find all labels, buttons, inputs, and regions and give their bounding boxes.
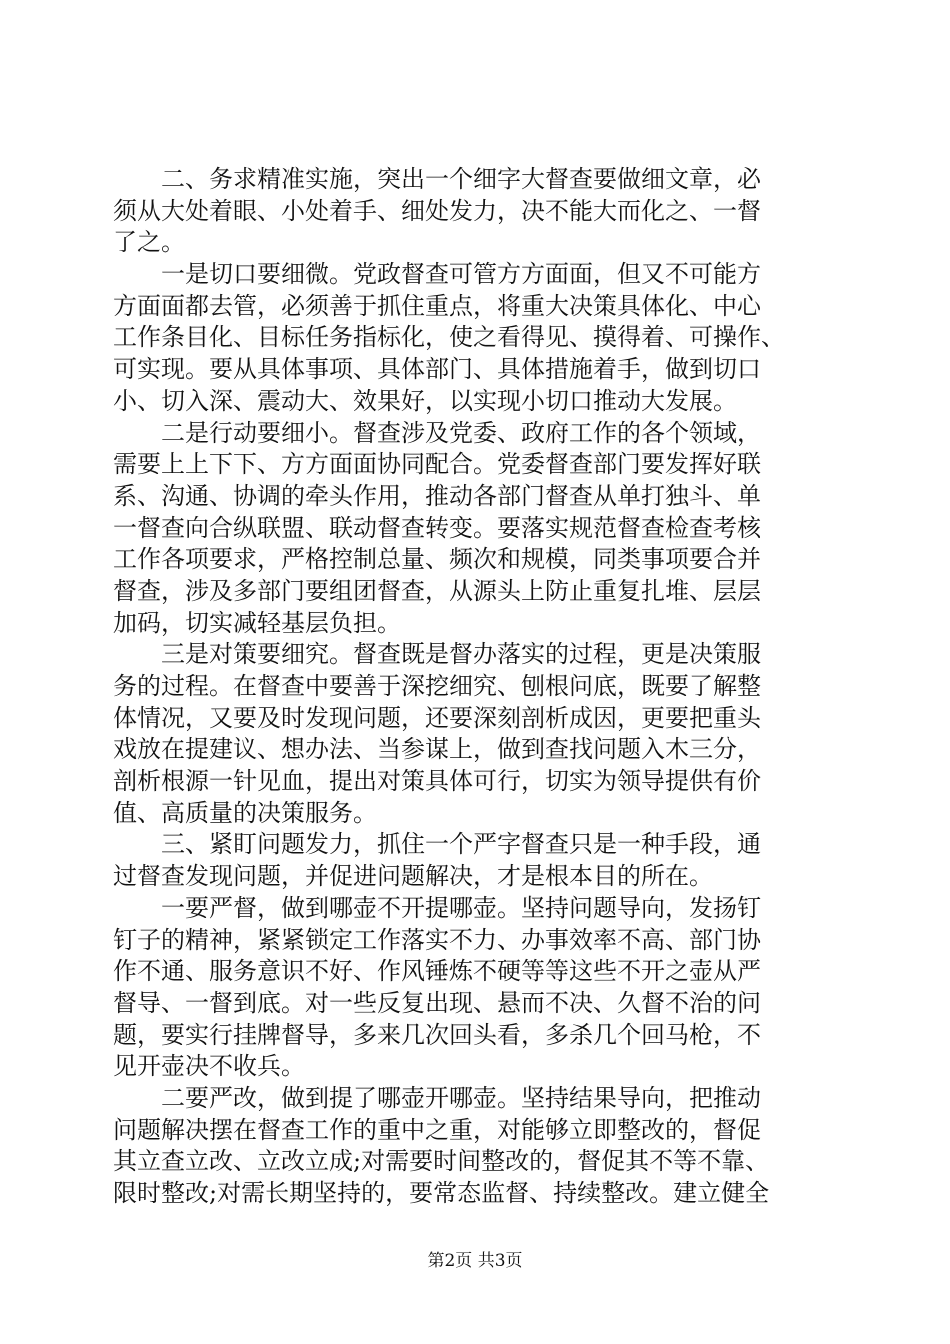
text-line: 体情况，又要及时发现问题，还要深刻剖析成因，更要把重头 <box>113 703 761 732</box>
text-line: 题，要实行挂牌督导，多来几次回头看，多杀几个回马枪，不 <box>113 1020 761 1049</box>
text-line: 剖析根源一针见血，提出对策具体可行，切实为领导提供有价 <box>113 767 761 796</box>
text-line: 加码，切实减轻基层负担。 <box>113 608 401 637</box>
text-line: 小、切入深、震动大、效果好，以实现小切口推动大发展。 <box>113 386 737 415</box>
text-line: 需要上上下下、方方面面协同配合。党委督查部门要发挥好联 <box>113 450 761 479</box>
text-line: 工作条目化、目标任务指标化，使之看得见、摸得着、可操作、 <box>113 323 785 352</box>
text-line: 问题解决摆在督查工作的重中之重，对能够立即整改的，督促 <box>113 1115 761 1144</box>
text-line: 二是行动要细小。督查涉及党委、政府工作的各个领域， <box>113 418 761 447</box>
text-line: 三、紧盯问题发力，抓住一个严字督查只是一种手段，通 <box>113 830 761 859</box>
text-line: 督导、一督到底。对一些反复出现、悬而不决、久督不治的问 <box>113 988 761 1017</box>
text-line: 一是切口要细微。党政督查可管方方面面，但又不可能方 <box>113 260 761 289</box>
text-line: 二要严改，做到提了哪壶开哪壶。坚持结果导向，把推动 <box>113 1083 761 1112</box>
text-line: 二、务求精准实施，突出一个细字大督查要做细文章，必 <box>113 165 761 193</box>
text-line: 限时整改;对需长期坚持的，要常态监督、持续整改。建立健全 <box>113 1179 770 1207</box>
text-line: 方面面都去管，必须善于抓住重点，将重大决策具体化、中心 <box>113 291 761 320</box>
text-line: 了之。 <box>113 228 185 257</box>
text-line: 督查，涉及多部门要组团督查，从源头上防止重复扎堆、层层 <box>113 576 761 605</box>
text-line: 其立查立改、立改立成;对需要时间整改的，督促其不等不靠、 <box>113 1147 770 1176</box>
text-line: 须从大处着眼、小处着手、细处发力，决不能大而化之、一督 <box>113 196 761 225</box>
text-line: 工作各项要求，严格控制总量、频次和规模，同类事项要合并 <box>113 545 761 574</box>
text-line: 钉子的精神，紧紧锁定工作落实不力、办事效率不高、部门协 <box>113 925 761 954</box>
text-line: 见开壶决不收兵。 <box>113 1052 305 1081</box>
body-text <box>113 164 843 1210</box>
text-line: 可实现。要从具体事项、具体部门、具体措施着手，做到切口 <box>113 355 761 384</box>
text-line: 一要严督，做到哪壶不开提哪壶。坚持问题导向，发扬钉 <box>113 893 761 922</box>
text-line: 系、沟通、协调的牵头作用，推动各部门督查从单打独斗、单 <box>113 481 761 510</box>
text-line: 过督查发现问题，并促进问题解决，才是根本目的所在。 <box>113 862 713 891</box>
text-line: 一督查向合纵联盟、联动督查转变。要落实规范督查检查考核 <box>113 513 761 542</box>
text-line: 三是对策要细究。督查既是督办落实的过程，更是决策服 <box>113 640 761 669</box>
page-number-footer: 第2页 共3页 <box>427 1251 523 1271</box>
text-line: 值、高质量的决策服务。 <box>113 798 377 827</box>
text-line: 戏放在提建议、想办法、当参谋上，做到查找问题入木三分， <box>113 735 761 764</box>
text-line: 作不通、服务意识不好、作风锤炼不硬等等这些不开之壶从严 <box>113 957 761 986</box>
text-line: 务的过程。在督查中要善于深挖细究、刨根问底，既要了解整 <box>113 672 761 700</box>
